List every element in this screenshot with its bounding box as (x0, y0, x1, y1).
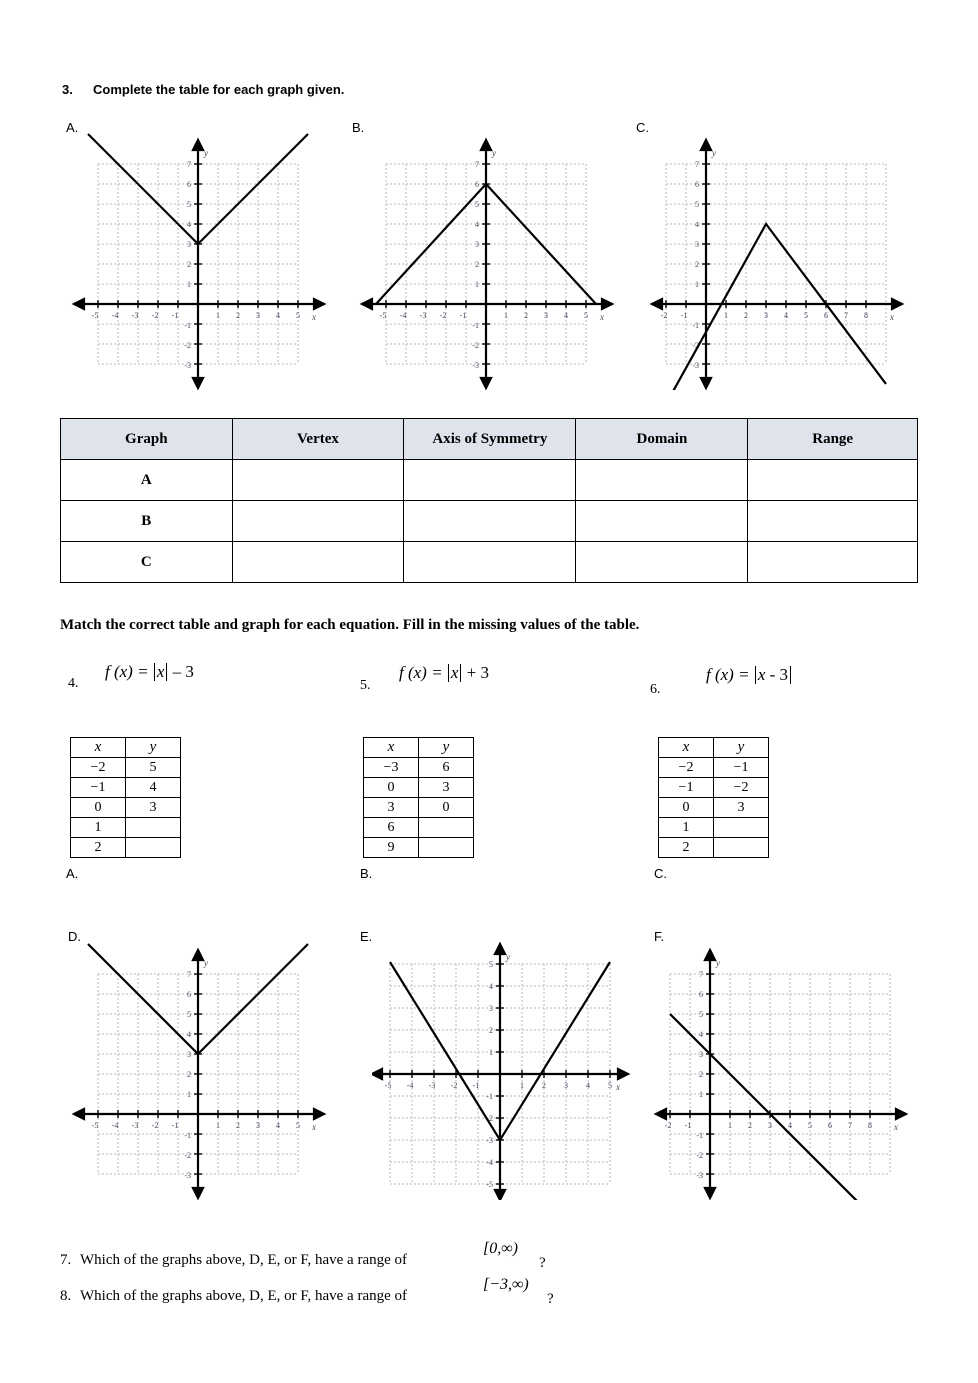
svg-text:-3: -3 (486, 1136, 493, 1145)
cell-graph-a: A (61, 460, 233, 501)
svg-text:-5: -5 (384, 1081, 392, 1090)
xy-table-b-label: B. (360, 866, 373, 881)
svg-text:-4: -4 (406, 1081, 414, 1090)
svg-text:1: 1 (695, 280, 699, 289)
equation-6: f (x) = x - 3 (706, 665, 792, 685)
svg-text:y: y (716, 958, 720, 968)
cell-range-a[interactable] (748, 460, 918, 501)
svg-text:3: 3 (699, 1050, 703, 1059)
svg-text:3: 3 (187, 240, 191, 249)
svg-text:6: 6 (699, 990, 703, 999)
table-header-row (61, 419, 918, 460)
svg-text:2: 2 (524, 311, 528, 320)
svg-text:-1: -1 (171, 1121, 179, 1130)
question-8-suffix: ? (547, 1291, 554, 1307)
svg-text:7: 7 (187, 970, 191, 979)
match-instruction: Match the correct table and graph for each equation. Fill in the missing values of the table. (60, 617, 640, 633)
svg-text:1: 1 (504, 311, 508, 320)
cell-vertex-c[interactable] (232, 542, 404, 583)
svg-text:5: 5 (489, 960, 493, 969)
table-row (61, 542, 918, 583)
cell-y[interactable]: 0 (419, 798, 474, 818)
equation-5: f (x) = x + 3 (399, 663, 489, 682)
cell-range-c[interactable] (748, 542, 918, 583)
cell-y[interactable] (419, 838, 474, 858)
graph-a (70, 132, 330, 390)
svg-text:4: 4 (699, 1030, 703, 1039)
svg-text:3: 3 (187, 1050, 191, 1059)
svg-text:-2: -2 (664, 1121, 672, 1130)
question-8-text: Which of the graphs above, D, E, or F, have a range of (80, 1288, 408, 1304)
svg-text:1: 1 (187, 280, 191, 289)
question-7-suffix: ? (539, 1255, 546, 1271)
cell-axis-b[interactable] (404, 501, 576, 542)
svg-text:-1: -1 (696, 1131, 703, 1140)
svg-text:-2: -2 (472, 341, 479, 350)
table-row (364, 818, 474, 838)
svg-text:-1: -1 (184, 1131, 191, 1140)
svg-text:y: y (712, 148, 716, 158)
svg-text:-4: -4 (111, 311, 119, 320)
graph-label-e: E. (360, 929, 373, 944)
svg-text:-3: -3 (692, 361, 699, 370)
svg-text:4: 4 (187, 1030, 191, 1039)
th-y: y (419, 738, 474, 758)
svg-text:1: 1 (475, 280, 479, 289)
th-x: x (659, 738, 714, 758)
svg-text:5: 5 (475, 200, 479, 209)
cell-y[interactable] (419, 818, 474, 838)
cell-y[interactable] (126, 818, 181, 838)
svg-text:-1: -1 (486, 1092, 493, 1101)
svg-text:1: 1 (520, 1081, 524, 1090)
svg-text:4: 4 (788, 1121, 792, 1130)
svg-text:6: 6 (828, 1121, 832, 1130)
cell-x: 0 (659, 798, 714, 818)
summary-table (60, 418, 918, 583)
cell-y[interactable]: −1 (714, 758, 769, 778)
table-row (659, 838, 769, 858)
cell-y[interactable] (714, 838, 769, 858)
svg-text:8: 8 (864, 311, 868, 320)
svg-text:4: 4 (187, 220, 191, 229)
equation-6-number: 6. (650, 682, 661, 697)
svg-text:8: 8 (868, 1121, 872, 1130)
table-header-row (659, 738, 769, 758)
svg-text:2: 2 (744, 311, 748, 320)
equation-5-number: 5. (360, 678, 371, 693)
cell-graph-b: B (61, 501, 233, 542)
cell-domain-c[interactable] (576, 542, 748, 583)
svg-text:3: 3 (489, 1004, 493, 1013)
svg-text:1: 1 (699, 1090, 703, 1099)
xy-table-c (658, 737, 769, 858)
svg-text:1: 1 (187, 1090, 191, 1099)
svg-text:-3: -3 (696, 1171, 703, 1180)
th-y: y (714, 738, 769, 758)
svg-text:-2: -2 (439, 311, 447, 320)
svg-text:-1: -1 (459, 311, 467, 320)
table-row (71, 778, 181, 798)
svg-text:-3: -3 (184, 361, 191, 370)
svg-text:-1: -1 (184, 321, 191, 330)
th-axis-of-symmetry: Axis of Symmetry (404, 419, 576, 460)
svg-text:-1: -1 (692, 321, 699, 330)
svg-text:5: 5 (695, 200, 699, 209)
svg-text:7: 7 (844, 311, 848, 320)
svg-text:-2: -2 (184, 341, 191, 350)
svg-text:7: 7 (475, 160, 479, 169)
th-x: x (71, 738, 126, 758)
svg-text:3: 3 (475, 240, 479, 249)
svg-text:5: 5 (808, 1121, 812, 1130)
cell-y[interactable]: 3 (126, 798, 181, 818)
xy-table-c-label: C. (654, 866, 667, 881)
svg-text:-5: -5 (91, 1121, 99, 1130)
svg-text:-3: -3 (131, 311, 139, 320)
svg-text:-2: -2 (696, 1151, 703, 1160)
cell-range-b[interactable] (748, 501, 918, 542)
svg-text:7: 7 (695, 160, 699, 169)
svg-text:-1: -1 (472, 1081, 480, 1090)
table-row (364, 778, 474, 798)
svg-text:2: 2 (748, 1121, 752, 1130)
svg-text:6: 6 (475, 180, 479, 189)
xy-table-a-label: A. (66, 866, 79, 881)
svg-text:1: 1 (728, 1121, 732, 1130)
svg-text:6: 6 (187, 990, 191, 999)
svg-text:5: 5 (804, 311, 808, 320)
table-header-row (364, 738, 474, 758)
svg-text:2: 2 (236, 311, 240, 320)
svg-text:3: 3 (695, 240, 699, 249)
cell-y[interactable]: 4 (126, 778, 181, 798)
cell-y[interactable]: 6 (419, 758, 474, 778)
svg-text:4: 4 (586, 1081, 590, 1090)
cell-x: −1 (71, 778, 126, 798)
table-row (659, 778, 769, 798)
svg-text:2: 2 (489, 1026, 493, 1035)
svg-text:-4: -4 (111, 1121, 119, 1130)
svg-text:-4: -4 (399, 311, 407, 320)
svg-text:7: 7 (699, 970, 703, 979)
svg-text:5: 5 (608, 1081, 612, 1090)
question-8-number: 8. (60, 1288, 72, 1304)
cell-y[interactable] (126, 838, 181, 858)
svg-text:-2: -2 (184, 1151, 191, 1160)
svg-text:4: 4 (276, 311, 280, 320)
table-row (61, 460, 918, 501)
cell-vertex-a[interactable] (232, 460, 404, 501)
svg-text:4: 4 (276, 1121, 280, 1130)
graph-label-a: A. (66, 120, 79, 135)
th-domain: Domain (576, 419, 748, 460)
graph-f (652, 942, 912, 1200)
cell-x: 2 (659, 838, 714, 858)
graph-label-d: D. (68, 929, 81, 944)
svg-text:2: 2 (187, 260, 191, 269)
svg-text:4: 4 (695, 220, 699, 229)
svg-text:6: 6 (695, 180, 699, 189)
cell-x: 1 (659, 818, 714, 838)
svg-text:4: 4 (475, 220, 479, 229)
svg-text:4: 4 (784, 311, 788, 320)
cell-y[interactable]: −2 (714, 778, 769, 798)
th-range: Range (748, 419, 918, 460)
xy-table-a (70, 737, 181, 858)
svg-text:y: y (204, 958, 208, 968)
graph-e (372, 942, 632, 1200)
question-3-number: 3. (62, 82, 73, 97)
svg-text:3: 3 (768, 1121, 772, 1130)
svg-text:1: 1 (216, 311, 220, 320)
svg-text:x: x (312, 1122, 316, 1132)
question-8-range: [−3,∞) (483, 1276, 529, 1293)
cell-axis-c[interactable] (404, 542, 576, 583)
svg-text:-2: -2 (660, 311, 668, 320)
cell-x: 0 (364, 778, 419, 798)
graph-d (70, 942, 330, 1200)
svg-text:-2: -2 (486, 1114, 493, 1123)
cell-x: 1 (71, 818, 126, 838)
cell-domain-b[interactable] (576, 501, 748, 542)
cell-vertex-b[interactable] (232, 501, 404, 542)
table-row (364, 758, 474, 778)
table-row (364, 838, 474, 858)
svg-text:4: 4 (564, 311, 568, 320)
svg-text:3: 3 (564, 1081, 568, 1090)
svg-text:-3: -3 (428, 1081, 436, 1090)
cell-x: 9 (364, 838, 419, 858)
cell-x: 3 (364, 798, 419, 818)
svg-text:-3: -3 (131, 1121, 139, 1130)
cell-x: −2 (71, 758, 126, 778)
cell-domain-a[interactable] (576, 460, 748, 501)
svg-text:-5: -5 (486, 1180, 493, 1189)
cell-x: −1 (659, 778, 714, 798)
svg-text:2: 2 (475, 260, 479, 269)
svg-text:y: y (204, 148, 208, 158)
svg-text:x: x (616, 1082, 620, 1092)
svg-text:7: 7 (187, 160, 191, 169)
svg-text:-2: -2 (151, 1121, 159, 1130)
table-row (61, 501, 918, 542)
question-7-text: Which of the graphs above, D, E, or F, have a range of (80, 1252, 408, 1268)
svg-text:5: 5 (187, 1010, 191, 1019)
svg-text:-1: -1 (171, 311, 179, 320)
th-graph: Graph (61, 419, 233, 460)
svg-text:5: 5 (187, 200, 191, 209)
svg-text:-1: -1 (680, 311, 688, 320)
xy-table-b (363, 737, 474, 858)
cell-y[interactable] (714, 818, 769, 838)
svg-text:-3: -3 (419, 311, 427, 320)
svg-text:1: 1 (216, 1121, 220, 1130)
table-header-row (71, 738, 181, 758)
graph-label-c: C. (636, 120, 649, 135)
table-row (364, 798, 474, 818)
th-x: x (364, 738, 419, 758)
svg-text:3: 3 (764, 311, 768, 320)
svg-text:-1: -1 (472, 321, 479, 330)
cell-x: 2 (71, 838, 126, 858)
svg-text:5: 5 (296, 311, 300, 320)
cell-y[interactable]: 3 (714, 798, 769, 818)
table-row (659, 798, 769, 818)
graph-c (648, 132, 908, 390)
svg-text:x: x (890, 312, 894, 322)
svg-text:6: 6 (187, 180, 191, 189)
table-row (71, 758, 181, 778)
cell-x: 6 (364, 818, 419, 838)
svg-text:2: 2 (542, 1081, 546, 1090)
cell-x: −2 (659, 758, 714, 778)
equation-4: f (x) = x – 3 (105, 662, 194, 681)
svg-text:y: y (506, 952, 510, 962)
question-7-number: 7. (60, 1252, 72, 1268)
svg-text:4: 4 (489, 982, 493, 991)
cell-graph-c: C (61, 542, 233, 583)
svg-text:5: 5 (584, 311, 588, 320)
cell-x: −3 (364, 758, 419, 778)
svg-text:-2: -2 (450, 1081, 458, 1090)
svg-text:-4: -4 (486, 1158, 493, 1167)
svg-text:2: 2 (695, 260, 699, 269)
svg-text:3: 3 (256, 1121, 260, 1130)
cell-y[interactable]: 5 (126, 758, 181, 778)
svg-text:2: 2 (236, 1121, 240, 1130)
question-7-range: [0,∞) (483, 1240, 518, 1257)
table-row (659, 818, 769, 838)
svg-text:7: 7 (848, 1121, 852, 1130)
svg-text:y: y (492, 148, 496, 158)
svg-text:1: 1 (489, 1048, 493, 1057)
table-row (71, 798, 181, 818)
graph-label-f: F. (654, 929, 665, 944)
equation-4-number: 4. (68, 676, 79, 691)
svg-text:x: x (894, 1122, 898, 1132)
cell-axis-a[interactable] (404, 460, 576, 501)
svg-text:-3: -3 (184, 1171, 191, 1180)
svg-text:-5: -5 (379, 311, 387, 320)
svg-text:-5: -5 (91, 311, 99, 320)
svg-text:2: 2 (187, 1070, 191, 1079)
svg-text:-3: -3 (472, 361, 479, 370)
svg-text:5: 5 (699, 1010, 703, 1019)
table-row (71, 818, 181, 838)
svg-text:3: 3 (256, 311, 260, 320)
svg-text:-1: -1 (684, 1121, 692, 1130)
svg-text:x: x (600, 312, 604, 322)
table-row (71, 838, 181, 858)
svg-text:2: 2 (699, 1070, 703, 1079)
svg-text:6: 6 (824, 311, 828, 320)
cell-x: 0 (71, 798, 126, 818)
th-y: y (126, 738, 181, 758)
svg-text:1: 1 (724, 311, 728, 320)
graph-label-b: B. (352, 120, 365, 135)
graph-b (358, 132, 618, 390)
question-3-text: Complete the table for each graph given. (93, 82, 345, 97)
svg-text:x: x (312, 312, 316, 322)
th-vertex: Vertex (232, 419, 404, 460)
svg-text:5: 5 (296, 1121, 300, 1130)
table-row (659, 758, 769, 778)
svg-text:-2: -2 (151, 311, 159, 320)
svg-text:3: 3 (544, 311, 548, 320)
cell-y[interactable]: 3 (419, 778, 474, 798)
svg-text:-2: -2 (692, 341, 699, 350)
